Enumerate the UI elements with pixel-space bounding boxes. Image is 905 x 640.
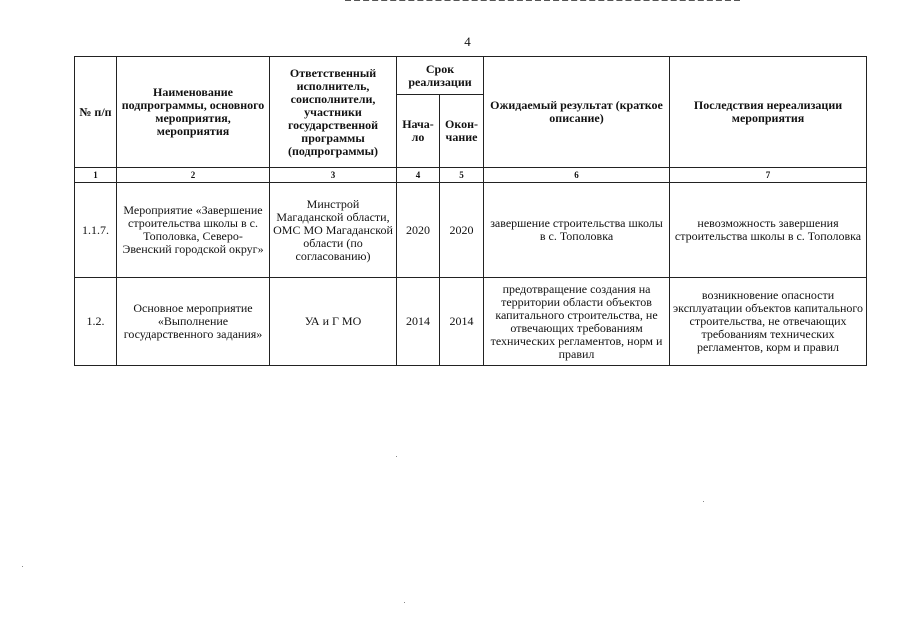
column-number: 4 xyxy=(397,168,440,183)
header-row-top xyxy=(75,57,867,95)
column-number: 5 xyxy=(440,168,484,183)
header-end: Окон- чание xyxy=(440,95,484,168)
column-number: 2 xyxy=(117,168,270,183)
row-end: 2020 xyxy=(440,183,484,278)
row-consequences: возникновение опасности эксплуатации объектов капитального строительства, не отвечающих требованиям технических регламентов, корм и правил xyxy=(670,278,867,366)
scan-edge-artifact xyxy=(345,0,740,5)
activities-table xyxy=(74,56,867,366)
column-number: 7 xyxy=(670,168,867,183)
row-responsible: Минстрой Магаданской области, ОМС МО Магаданской области (по согласованию) xyxy=(270,183,397,278)
scan-speck xyxy=(22,566,23,567)
table-row xyxy=(75,183,867,278)
column-number-row xyxy=(75,168,867,183)
row-responsible: УА и Г МО xyxy=(270,278,397,366)
row-result: предотвращение создания на территории области объектов капитального строительства, не отвечающих требованиям технических регламентов, норм и правил xyxy=(484,278,670,366)
table-row xyxy=(75,278,867,366)
header-name: Наименование подпрограммы, основного мероприятия, мероприятия xyxy=(117,57,270,168)
row-result: завершение строительства школы в с. Тополовка xyxy=(484,183,670,278)
row-name: Основное мероприятие «Выполнение государственного задания» xyxy=(117,278,270,366)
header-responsible: Ответственный исполнитель, соисполнители, участники государственной программы (подпрограммы) xyxy=(270,57,397,168)
header-start: Нача- ло xyxy=(397,95,440,168)
row-name: Мероприятие «Завершение строительства школы в с. Тополовка, Северо-Эвенский городской округ» xyxy=(117,183,270,278)
page-number: 4 xyxy=(464,34,471,49)
row-consequences: невозможность завершения строительства школы в с. Тополовка xyxy=(670,183,867,278)
scan-speck xyxy=(404,602,405,603)
row-num: 1.2. xyxy=(75,278,117,366)
row-start: 2014 xyxy=(397,278,440,366)
scan-speck xyxy=(703,501,704,502)
row-start: 2020 xyxy=(397,183,440,278)
column-number: 3 xyxy=(270,168,397,183)
row-num: 1.1.7. xyxy=(75,183,117,278)
column-number: 6 xyxy=(484,168,670,183)
header-period: Срок реализации xyxy=(397,57,484,95)
scan-speck xyxy=(396,456,397,457)
column-number: 1 xyxy=(75,168,117,183)
header-consequences: Последствия нереализации мероприятия xyxy=(670,57,867,168)
row-end: 2014 xyxy=(440,278,484,366)
header-result: Ожидаемый результат (краткое описание) xyxy=(484,57,670,168)
header-num: № п/п xyxy=(75,57,117,168)
